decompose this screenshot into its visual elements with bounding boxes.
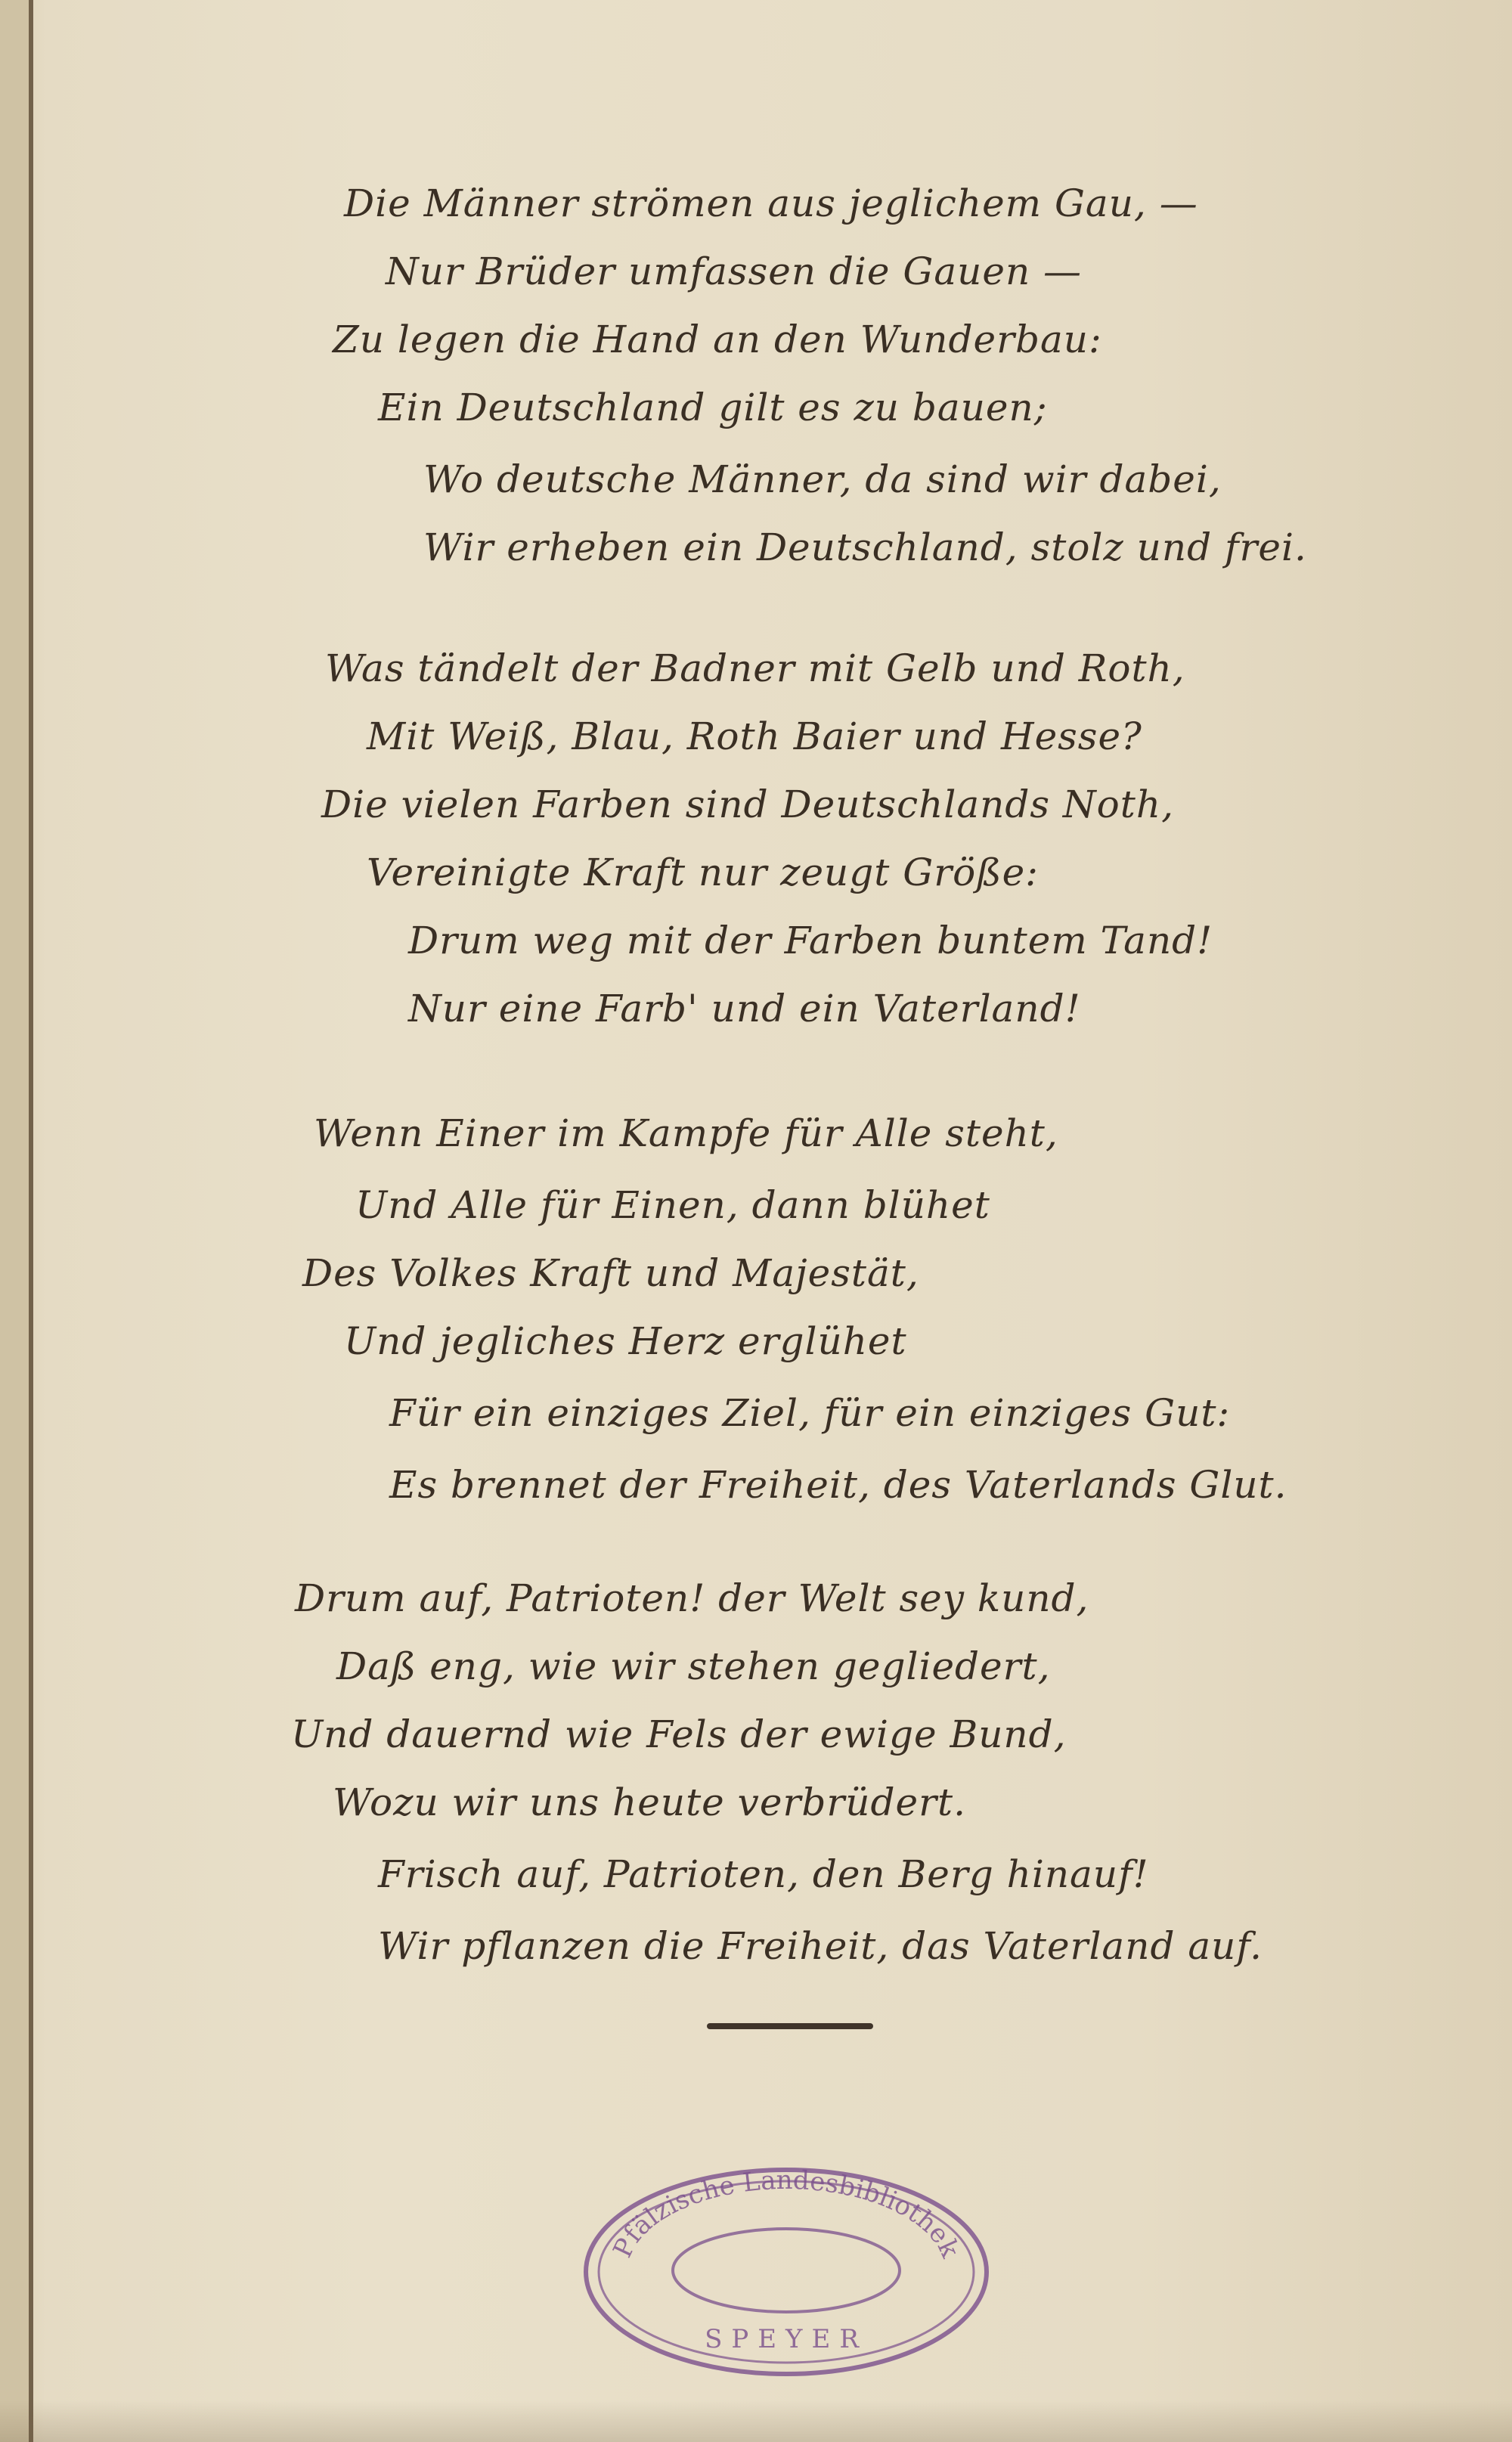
poem-line: Wozu wir uns heute verbrüdert. (333, 1780, 966, 1824)
poem-line: Daß eng, wie wir stehen gegliedert, (336, 1644, 1051, 1688)
poem-line: Mit Weiß, Blau, Roth Baier und Hesse? (367, 714, 1142, 758)
stamp-top-text: Pfälzische Landesbibliothek (607, 2165, 965, 2263)
poem-line: Drum weg mit der Farben buntem Tand! (408, 919, 1213, 962)
poem-line: Ein Deutschland gilt es zu bauen; (378, 386, 1048, 429)
poem-line: Des Volkes Kraft und Majestät, (302, 1251, 919, 1295)
poem-line: Und jegliches Herz erglühet (344, 1319, 907, 1363)
poem-line: Und Alle für Einen, dann blühet (355, 1183, 990, 1227)
poem-line: Nur eine Farb' und ein Vaterland! (408, 987, 1081, 1030)
poem-line: Frisch auf, Patrioten, den Berg hinauf! (378, 1852, 1149, 1896)
poem-line: Und dauernd wie Fels der ewige Bund, (291, 1712, 1067, 1756)
poem-line: Wo deutsche Männer, da sind wir dabei, (423, 457, 1222, 501)
poem-line: Die Männer strömen aus jeglichem Gau, — (344, 181, 1198, 225)
poem-line: Vereinigte Kraft nur zeugt Größe: (367, 851, 1040, 894)
poem-line: Nur Brüder umfassen die Gauen — (386, 249, 1083, 293)
poem-line: Es brennet der Freiheit, des Vaterlands Glut. (389, 1463, 1287, 1507)
poem-line: Für ein einziges Ziel, für ein einziges Gut: (389, 1391, 1231, 1435)
poem-line: Zu legen die Hand an den Wunderbau: (333, 318, 1102, 361)
poem-line: Die vielen Farben sind Deutschlands Noth, (321, 782, 1174, 826)
poem-line: Drum auf, Patrioten! der Welt sey kund, (295, 1576, 1089, 1620)
stamp-bottom-text: SPEYER (705, 2324, 868, 2354)
poem-line: Wir erheben ein Deutschland, stolz und frei. (423, 525, 1307, 569)
poem-line: Was tändelt der Badner mit Gelb und Roth, (325, 646, 1185, 690)
binding-edge (29, 0, 33, 2442)
page-bottom-shadow (0, 2400, 1512, 2442)
binding-shadow (0, 0, 29, 2442)
svg-text:Pfälzische Landesbibliothek (607, 2165, 965, 2263)
poem-line: Wenn Einer im Kampfe für Alle steht, (314, 1111, 1058, 1155)
poem-line: Wir pflanzen die Freiheit, das Vaterland auf. (378, 1924, 1263, 1968)
end-rule (707, 2023, 873, 2029)
library-stamp (575, 2158, 998, 2378)
